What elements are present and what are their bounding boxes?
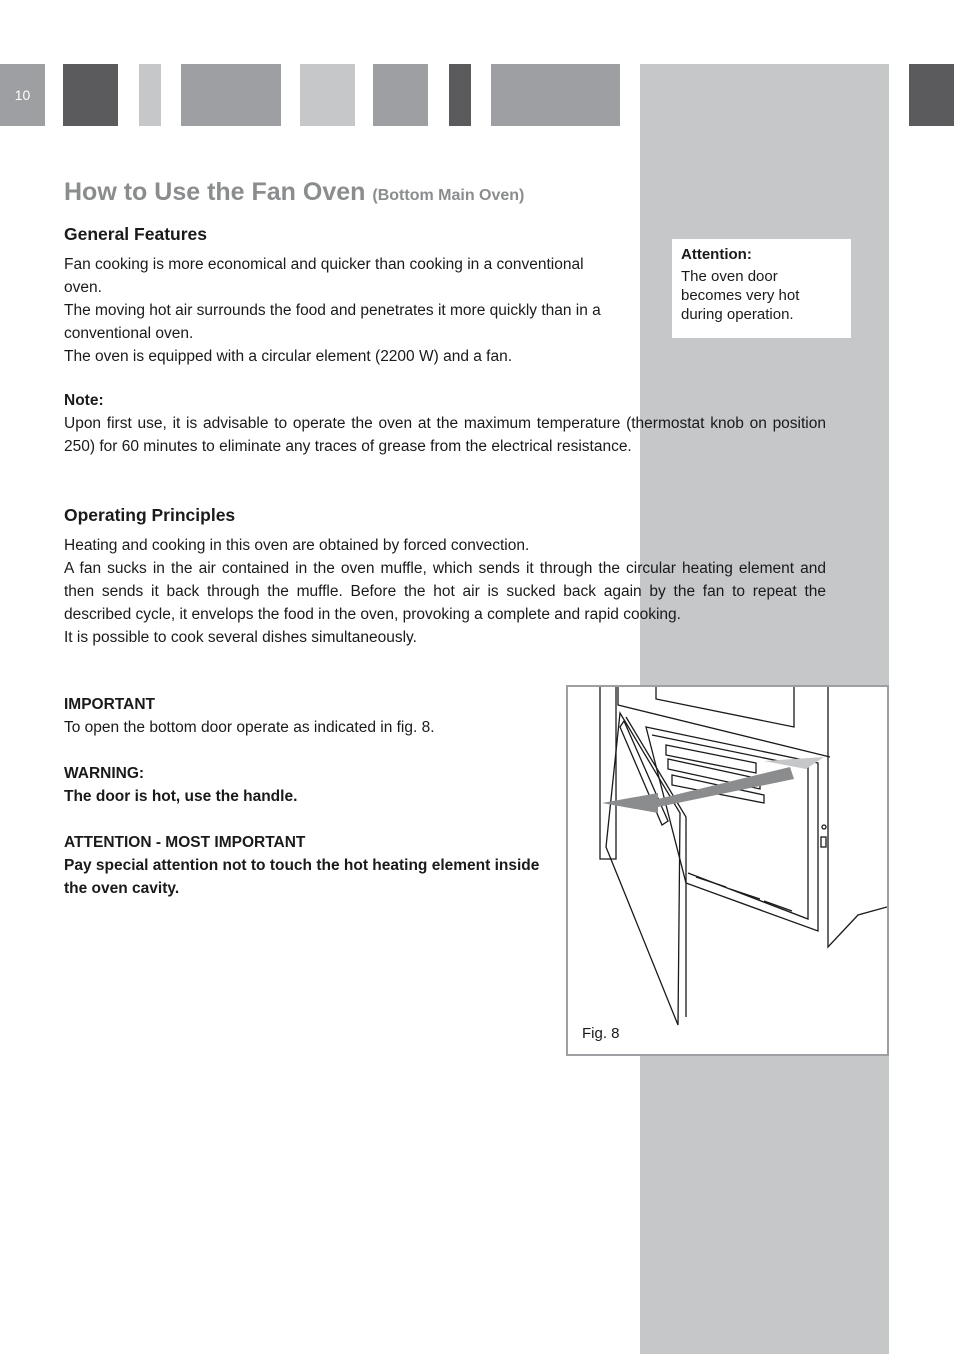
header-block bbox=[491, 64, 620, 126]
operating-principles-heading: Operating Principles bbox=[64, 505, 236, 525]
page-number: 10 bbox=[0, 64, 45, 126]
general-features-text bbox=[64, 253, 609, 368]
attention-box bbox=[672, 239, 851, 338]
attention-most-label: ATTENTION - MOST IMPORTANT bbox=[64, 834, 306, 851]
header-block bbox=[909, 64, 954, 126]
warning-text: The door is hot, use the handle. bbox=[64, 788, 298, 805]
page-title-main: How to Use the Fan Oven bbox=[64, 178, 366, 206]
attention-most-text: Pay special attention not to touch the hot heating element inside the oven cavity. bbox=[64, 857, 540, 897]
page-title-sub: (Bottom Main Oven) bbox=[372, 187, 525, 204]
operating-principles-line: Heating and cooking in this oven are obtained by forced convection. bbox=[64, 537, 530, 554]
warning-label: WARNING: bbox=[64, 765, 145, 782]
header-block bbox=[300, 64, 355, 126]
note-block bbox=[64, 389, 826, 458]
figure-8 bbox=[566, 685, 889, 1056]
figure-caption: Fig. 8 bbox=[582, 1025, 620, 1042]
general-features-line: The moving hot air surrounds the food and penetrates it more quickly than in a conventional oven. bbox=[64, 302, 601, 342]
attention-text: The oven door becomes very hot during operation. bbox=[681, 268, 800, 323]
general-features-heading: General Features bbox=[64, 224, 207, 244]
header-block bbox=[373, 64, 428, 126]
oven-door-illustration bbox=[568, 687, 889, 1056]
safety-notices bbox=[64, 693, 544, 900]
header-block bbox=[181, 64, 281, 126]
note-text: Upon first use, it is advisable to operate the oven at the maximum temperature (thermostat knob on position 250) for 60 minutes to eliminate any traces of grease from the electrical resistance. bbox=[64, 415, 826, 455]
header-block bbox=[63, 64, 118, 126]
attention-label: Attention: bbox=[681, 246, 752, 263]
general-features-line: The oven is equipped with a circular element (2200 W) and a fan. bbox=[64, 348, 513, 365]
operating-principles-line: A fan sucks in the air contained in the oven muffle, which sends it through the circular heating element and then sends it back through the muffle. Before the hot air is sucked back again by the fan to repeat the described cycle, it envelops the food in the oven, provoking a complete and rapid cooking. bbox=[64, 560, 826, 623]
header-block bbox=[139, 64, 161, 126]
operating-principles-line: It is possible to cook several dishes simultaneously. bbox=[64, 629, 417, 646]
important-label: IMPORTANT bbox=[64, 696, 155, 713]
note-label: Note: bbox=[64, 392, 104, 409]
general-features-line: Fan cooking is more economical and quicker than cooking in a conventional oven. bbox=[64, 256, 584, 296]
page-title bbox=[64, 178, 524, 207]
operating-principles-text bbox=[64, 534, 826, 649]
header-block bbox=[449, 64, 471, 126]
important-text: To open the bottom door operate as indicated in fig. 8. bbox=[64, 719, 435, 736]
